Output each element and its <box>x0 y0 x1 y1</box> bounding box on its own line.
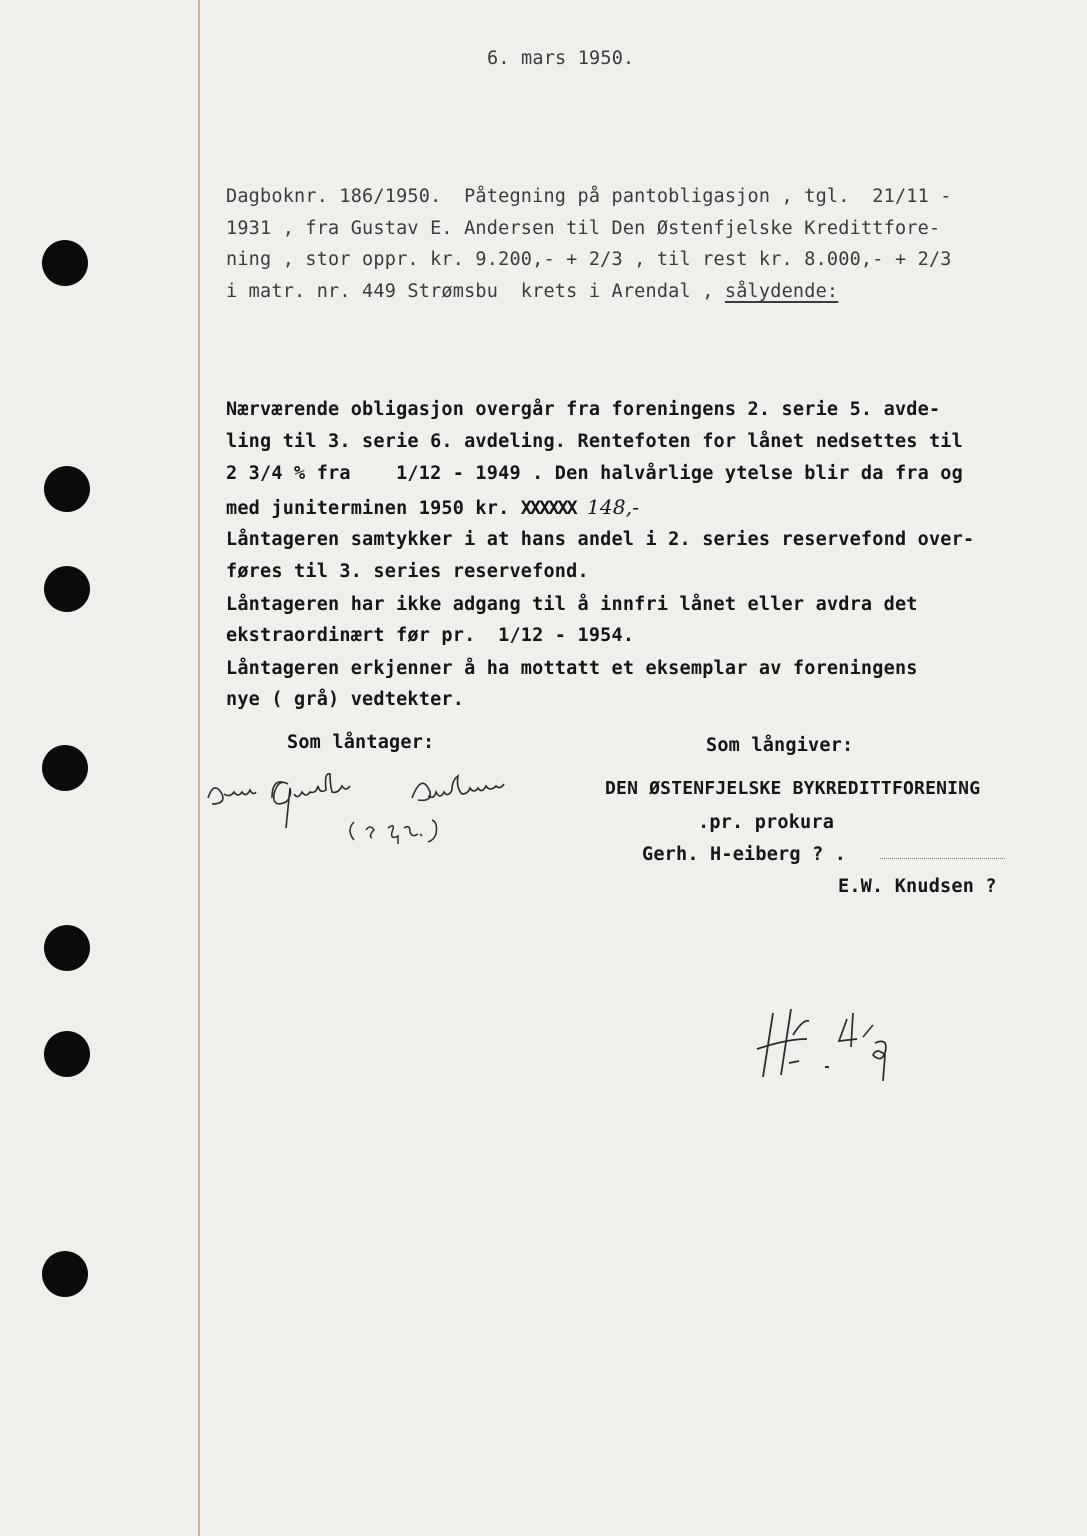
heading-line-2: 1931 , fra Gustav E. Andersen til Den Østenfjelske Kredittfore- <box>226 218 941 239</box>
handwritten-amount: 148,- <box>586 495 640 519</box>
body-line-4 <box>226 497 639 519</box>
signer-dotted-line <box>880 858 1005 859</box>
punch-hole <box>44 925 90 971</box>
punch-hole <box>42 240 88 286</box>
lender-signer-1: Gerh. H-eiberg ? . <box>642 844 847 865</box>
body-line-3: 2 3/4 % fra 1/12 - 1949 . Den halvårlige ytelse blir da fra og <box>226 463 963 484</box>
punch-hole <box>44 1031 90 1077</box>
body-line-4-text: med juniterminen 1950 kr. <box>226 498 521 519</box>
heading-underlined-word: sålydende: <box>724 281 839 302</box>
punch-hole <box>44 566 90 612</box>
body-line-6: føres til 3. series reservefond. <box>226 561 589 582</box>
heading-line-4-text: i matr. nr. 449 Strømsbu krets i Arendal , <box>226 281 725 302</box>
body-line-5: Låntageren samtykker i at hans andel i 2. series reservefond over- <box>226 529 975 550</box>
body-line-9: Låntageren erkjenner å ha mottatt et eksemplar av foreningens <box>226 658 918 679</box>
punch-hole <box>42 1251 88 1297</box>
body-line-1: Nærværende obligasjon overgår fra foreningens 2. serie 5. avde- <box>226 399 941 420</box>
body-line-8: ekstraordinært før pr. 1/12 - 1954. <box>226 625 635 646</box>
body-line-7: Låntageren har ikke adgang til å innfri lånet eller avdra det <box>226 594 918 615</box>
lender-label: Som långiver: <box>706 735 854 756</box>
body-line-10: nye ( grå) vedtekter. <box>226 689 465 710</box>
lender-signer-2: E.W. Knudsen ? <box>838 876 997 897</box>
heading-line-3: ning , stor oppr. kr. 9.200,- + 2/3 , til rest kr. 8.000,- + 2/3 <box>226 249 952 270</box>
borrower-signature <box>202 768 572 848</box>
heading-line-4 <box>226 283 838 302</box>
lender-proxy: .pr. prokura <box>698 812 835 833</box>
borrower-signature-drawing <box>202 768 572 848</box>
date-line: 6. mars 1950. <box>487 48 635 69</box>
body-line-2: ling til 3. serie 6. avdeling. Rentefoten for lånet nedsettes til <box>226 431 963 452</box>
margin-line <box>198 0 200 1536</box>
struck-amount: XXXXXX <box>520 498 576 519</box>
heading-line-1: Dagboknr. 186/1950. Påtegning på pantobligasjon , tgl. 21/11 - <box>226 186 952 207</box>
initials-drawing <box>755 1005 905 1095</box>
punch-hole <box>44 466 90 512</box>
initials-mark <box>755 1005 905 1095</box>
punch-hole <box>42 745 88 791</box>
borrower-label: Som låntager: <box>287 732 435 753</box>
lender-organization: DEN ØSTENFJELSKE BYKREDITTFORENING <box>605 778 981 799</box>
